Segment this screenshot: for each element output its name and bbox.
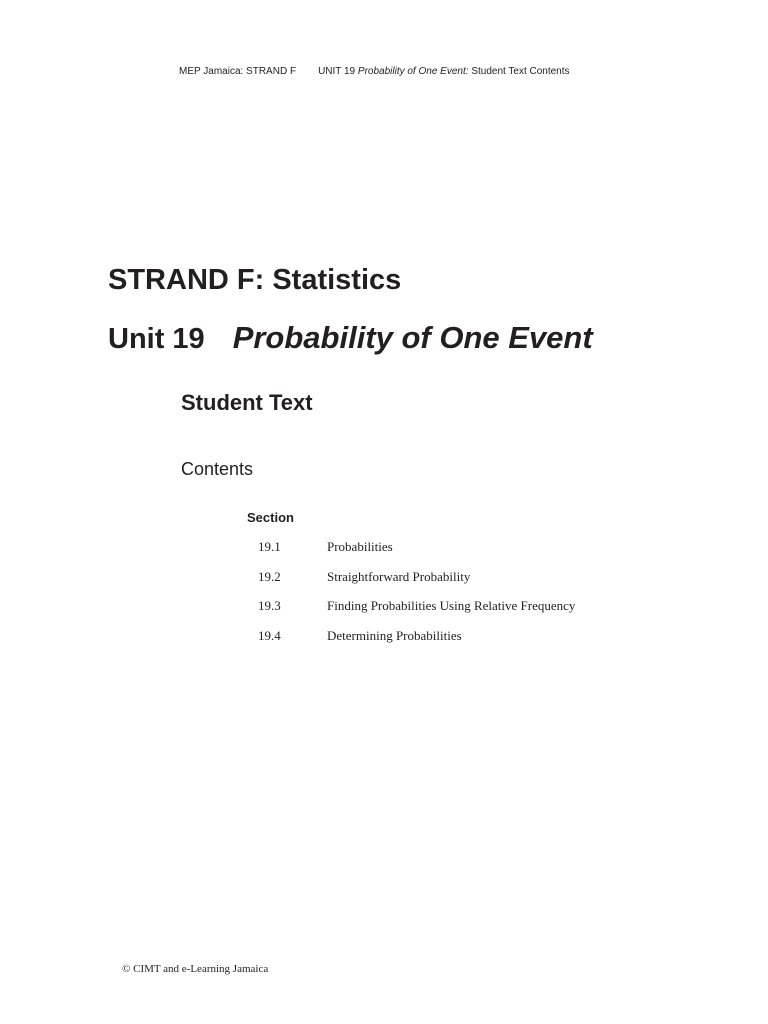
toc-section-title: Straightforward Probability (327, 568, 471, 584)
toc-section-number: 19.1 (258, 539, 281, 554)
running-header (179, 66, 570, 77)
contents-heading: Contents (181, 459, 254, 479)
copyright-footer: © CIMT and e-Learning Jamaica (122, 963, 269, 975)
header-suffix: Student Text Contents (471, 66, 570, 77)
toc-row[interactable] (258, 628, 678, 658)
header-unit: UNIT 19 (318, 66, 356, 77)
toc-section-number: 19.4 (258, 627, 281, 643)
student-text-heading: Student Text (181, 390, 313, 415)
toc-section-title: Finding Probabilities Using Relative Frequency (327, 598, 576, 613)
strand-title: STRAND F: Statistics (108, 264, 402, 296)
toc-section-title: Probabilities (327, 539, 393, 554)
unit-title (108, 320, 593, 356)
toc-row[interactable] (258, 539, 678, 569)
toc-row[interactable] (258, 569, 678, 599)
section-column-heading: Section (247, 510, 294, 525)
toc-row[interactable] (258, 598, 678, 628)
header-left: MEP Jamaica: STRAND F (179, 66, 297, 77)
toc-section-title: Determining Probabilities (327, 627, 462, 643)
toc-section-number: 19.2 (258, 568, 281, 584)
unit-name: Probability of One Event (232, 320, 593, 355)
header-unit-title: Probability of One Event: (357, 66, 469, 77)
unit-number: Unit 19 (108, 323, 205, 355)
toc-section-number: 19.3 (258, 598, 281, 613)
table-of-contents (258, 539, 678, 657)
